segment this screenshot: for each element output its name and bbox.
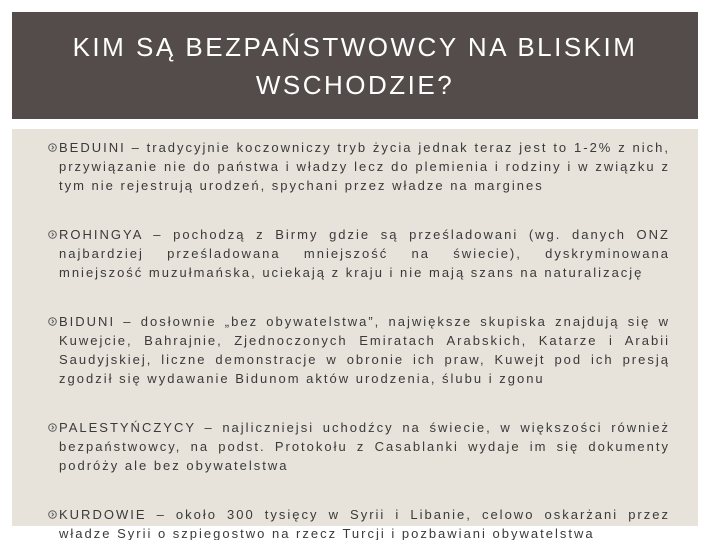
title-bar <box>12 12 698 119</box>
circle-chevron-icon <box>48 317 57 326</box>
bullet-text: PALESTYŃCZYCY – najliczniejsi uchodźcy na świecie, w większości również bezpaństwowcy, na podst. Protokołu z Casablanki wydaje im się dokumenty podróży ale bez obywatelstwa <box>59 420 670 473</box>
bullet-text: ROHINGYA – pochodzą z Birmy gdzie są prześladowani (wg. danych ONZ najbardziej prześladowana mniejszość na świecie), dyskryminowana mniejszość muzułmańska, uciekają z kraju i nie mają szans na naturalizację <box>59 227 670 280</box>
bullet-list <box>12 129 698 540</box>
bullet-text: KURDOWIE – około 300 tysięcy w Syrii i Libanie, celowo oskarżani przez władze Syrii o szpiegostwo na rzecz Turcji i pozbawiani obywatelstwa <box>59 507 670 540</box>
circle-chevron-icon <box>48 143 57 152</box>
content-panel <box>12 129 698 540</box>
circle-chevron-icon <box>48 230 57 239</box>
circle-chevron-icon <box>48 510 57 519</box>
bullet-text: BIDUNI – dosłownie „bez obywatelstwa”, największe skupiska znajdują się w Kuwejcie, Bahrajnie, Zjednoczonych Emiratach Arabskich, Katarze i Arabii Saudyjskiej, liczne demonstracje w obronie ich praw, Kuwejt pod ich presją zgodził się wydawanie Bidunom aktów urodzenia, ślubu i zgonu <box>59 314 670 386</box>
bullet-text: BEDUINI – tradycyjnie koczowniczy tryb życia jednak teraz jest to 1-2% z nich, przywiązanie nie do państwa i władzy lecz do plemienia i rodziny i w związku z tym nie rejestrują urodzeń, spychani przez władze na margines <box>59 140 670 193</box>
bullet-item <box>22 505 670 540</box>
slide-title: KIM SĄ BEZPAŃSTWOWCY NA BLISKIM WSCHODZIE? <box>72 31 638 100</box>
bullet-item <box>22 418 670 475</box>
bullet-item <box>22 312 670 388</box>
bullet-item <box>22 225 670 282</box>
bullet-item <box>22 138 670 195</box>
circle-chevron-icon <box>48 423 57 432</box>
